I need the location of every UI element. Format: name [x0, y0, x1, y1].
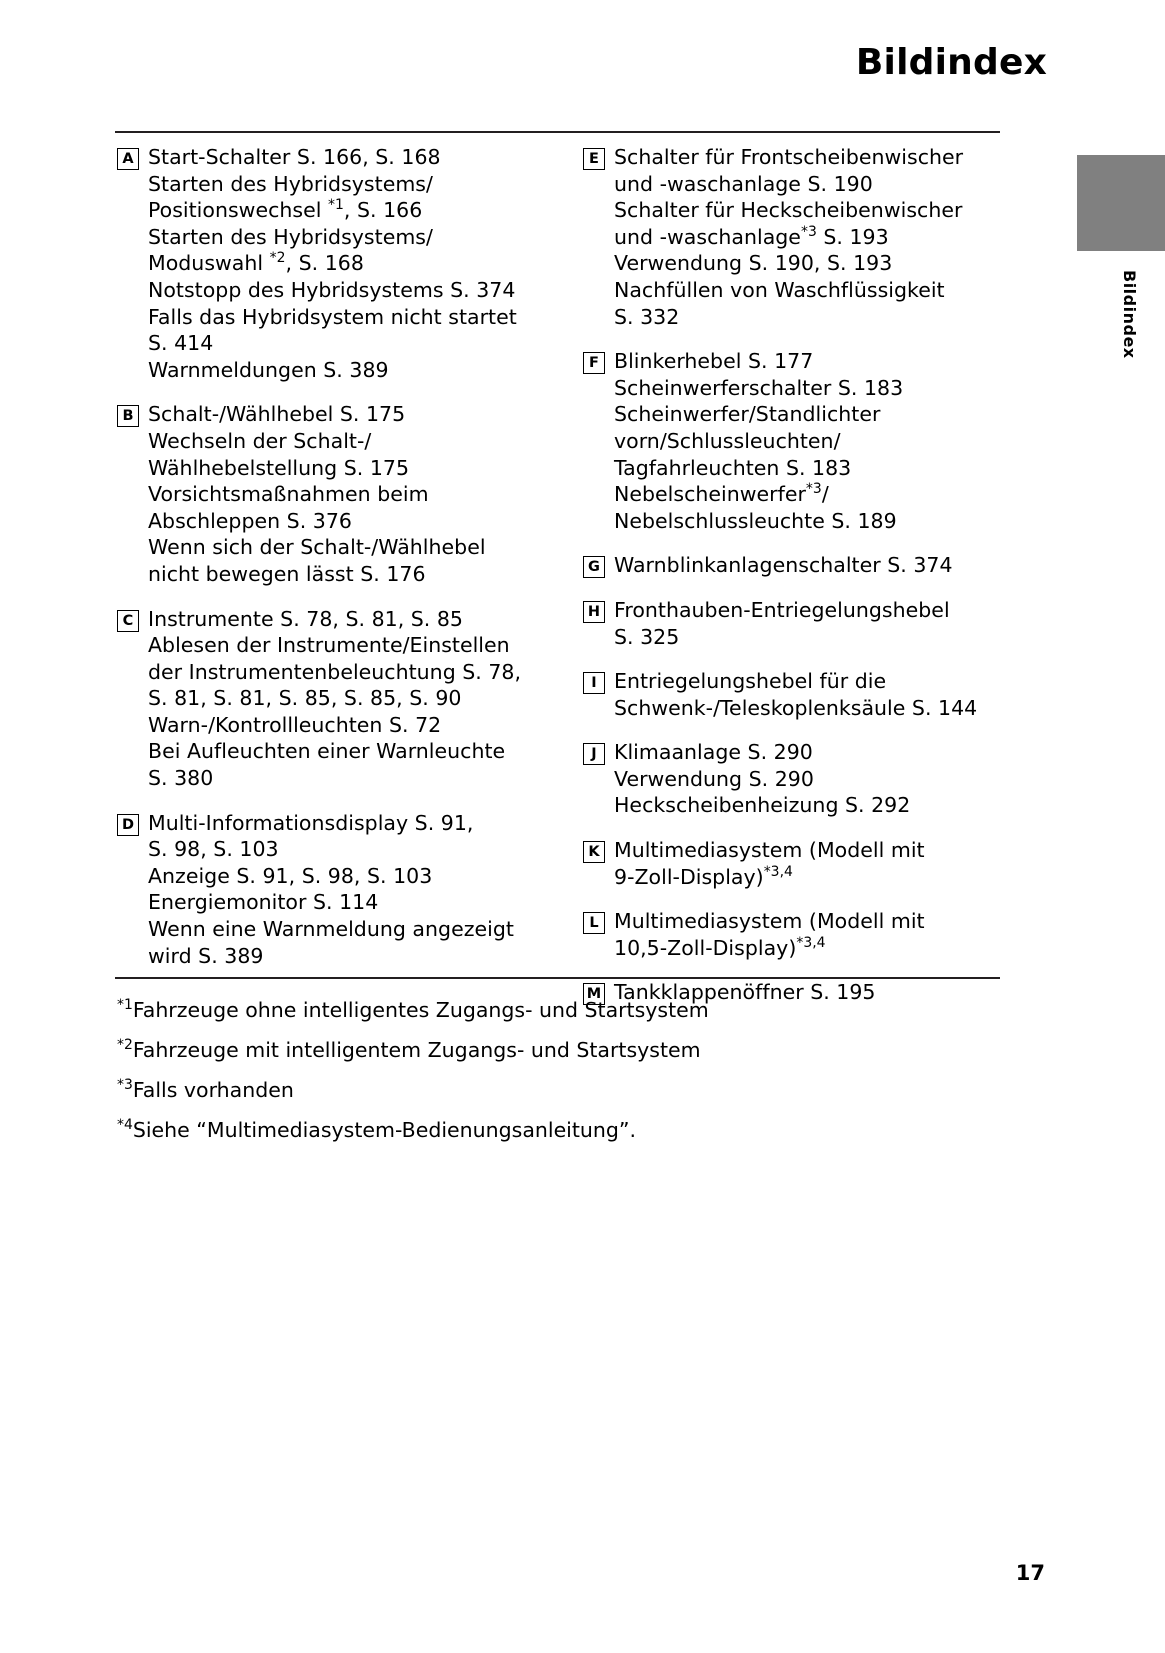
- entry-line: S. 380: [148, 766, 214, 791]
- entry-line: S. 81, S. 81, S. 85, S. 85, S. 90: [148, 686, 462, 711]
- entry-line: Falls das Hybridsystem nicht startet: [148, 304, 517, 329]
- entry-line: Nebelscheinwerfer$^{*3}$/: [614, 481, 829, 507]
- side-tab-marker: [1077, 155, 1165, 251]
- entry-line: Scheinwerferschalter S. 183: [614, 375, 904, 400]
- footnote: $^{*4}$Siehe “Multimediasystem-Bedienungsanleitung”.: [117, 1117, 637, 1142]
- entry-text: [614, 552, 953, 579]
- entry-marker-g: G: [583, 556, 605, 578]
- entry-line: Moduswahl $^{*2}$, S. 168: [148, 250, 364, 276]
- entry-text: [148, 606, 521, 792]
- index-entry: [583, 837, 1003, 890]
- entry-line: nicht bewegen lässt S. 176: [148, 561, 426, 586]
- entry-line: Multimediasystem (Modell mit: [614, 838, 925, 863]
- entry-line: wird S. 389: [148, 943, 264, 968]
- entry-line: Vorsichtsmaßnahmen beim: [148, 482, 429, 507]
- index-column-left: [117, 144, 537, 969]
- entry-line: Schalter für Heckscheibenwischer: [614, 198, 963, 223]
- entry-line: Ablesen der Instrumente/Einstellen: [148, 633, 510, 658]
- entry-line: Nebelschlussleuchte S. 189: [614, 508, 897, 533]
- entry-line: Nachfüllen von Waschflüssigkeit: [614, 277, 945, 302]
- index-entry: [583, 908, 1003, 961]
- index-entry: [117, 606, 537, 792]
- footnote: $^{*1}$Fahrzeuge ohne intelligentes Zugangs- und Startsystem: [117, 997, 709, 1022]
- entry-marker-c: C: [117, 610, 139, 632]
- entry-text: [148, 810, 514, 970]
- footnote: $^{*3}$Falls vorhanden: [117, 1077, 294, 1102]
- entry-line: Warn-/Kontrollleuchten S. 72: [148, 712, 442, 737]
- entry-line: Warnmeldungen S. 389: [148, 357, 389, 382]
- entry-line: und -waschanlage$^{*3}$ S. 193: [614, 223, 889, 249]
- index-entry: [117, 810, 537, 970]
- entry-text: [148, 401, 486, 587]
- entry-line: Schalt-/Wählhebel S. 175: [148, 402, 406, 427]
- index-entry: [117, 144, 537, 383]
- entry-line: Wenn sich der Schalt-/Wählhebel: [148, 535, 486, 560]
- entry-line: Schwenk-/Teleskoplenksäule S. 144: [614, 695, 978, 720]
- entry-line: Blinkerhebel S. 177: [614, 349, 814, 374]
- entry-line: Instrumente S. 78, S. 81, S. 85: [148, 606, 463, 631]
- entry-line: Klimaanlage S. 290: [614, 740, 813, 765]
- index-column-right: [583, 144, 1003, 1006]
- entry-line: S. 325: [614, 624, 680, 649]
- entry-line: Scheinwerfer/Standlichter: [614, 402, 881, 427]
- entry-line: Wenn eine Warnmeldung angezeigt: [148, 917, 514, 942]
- divider-top: [115, 131, 1000, 133]
- entry-marker-e: E: [583, 148, 605, 170]
- entry-marker-i: I: [583, 672, 605, 694]
- entry-text: [614, 144, 963, 330]
- entry-line: Multi-Informationsdisplay S. 91,: [148, 810, 474, 835]
- entry-marker-b: B: [117, 405, 139, 427]
- entry-line: Schalter für Frontscheibenwischer: [614, 145, 964, 169]
- entry-marker-f: F: [583, 352, 605, 374]
- index-entry: [583, 739, 1003, 819]
- side-tab-label: Bildindex: [1120, 270, 1139, 359]
- entry-marker-d: D: [117, 814, 139, 836]
- entry-line: S. 414: [148, 331, 214, 356]
- entry-line: Tagfahrleuchten S. 183: [614, 455, 852, 480]
- page-number: 17: [1015, 1561, 1045, 1585]
- entry-line: 10,5-Zoll-Display)$^{*3,4}$: [614, 935, 826, 960]
- index-entry: [583, 144, 1003, 330]
- index-entry: [583, 552, 1003, 579]
- entry-line: Notstopp des Hybridsystems S. 374: [148, 277, 516, 302]
- entry-line: Starten des Hybridsystems/: [148, 224, 433, 249]
- entry-text: [148, 144, 517, 383]
- entry-line: und -waschanlage S. 190: [614, 171, 873, 196]
- entry-line: Heckscheibenheizung S. 292: [614, 793, 911, 818]
- entry-marker-k: K: [583, 841, 605, 863]
- entry-text: [614, 597, 950, 650]
- entry-text: [614, 668, 977, 721]
- entry-line: Fronthauben-Entriegelungshebel: [614, 597, 950, 622]
- entry-marker-h: H: [583, 601, 605, 623]
- page-title: Bildindex: [855, 42, 1047, 83]
- entry-line: Warnblinkanlagenschalter S. 374: [614, 553, 953, 578]
- entry-text: [614, 908, 925, 961]
- entry-marker-m: M: [583, 983, 605, 1005]
- entry-line: Wechseln der Schalt-/: [148, 428, 372, 453]
- index-entry: [583, 668, 1003, 721]
- entry-marker-j: J: [583, 743, 605, 765]
- entry-line: Verwendung S. 290: [614, 766, 814, 791]
- entry-line: 9-Zoll-Display)$^{*3,4}$: [614, 863, 793, 889]
- entry-line: S. 332: [614, 304, 680, 329]
- entry-line: Energiemonitor S. 114: [148, 890, 379, 915]
- entry-marker-l: L: [583, 912, 605, 934]
- entry-text: [614, 739, 910, 819]
- entry-line: Bei Aufleuchten einer Warnleuchte: [148, 739, 506, 764]
- footnote: $^{*2}$Fahrzeuge mit intelligentem Zugangs- und Startsystem: [117, 1037, 701, 1062]
- entry-line: Tankklappenöffner S. 195: [614, 980, 876, 1005]
- entry-line: Positionswechsel $^{*1}$, S. 166: [148, 197, 423, 223]
- entry-line: Anzeige S. 91, S. 98, S. 103: [148, 863, 433, 888]
- index-entry: [117, 401, 537, 587]
- entry-line: Start-Schalter S. 166, S. 168: [148, 145, 441, 169]
- index-entry: [583, 348, 1003, 534]
- entry-line: Wählhebelstellung S. 175: [148, 455, 410, 480]
- entry-text: [614, 348, 903, 534]
- entry-text: [614, 837, 925, 890]
- footnote-list: [117, 997, 977, 1157]
- entry-line: Verwendung S. 190, S. 193: [614, 251, 893, 276]
- entry-line: Entriegelungshebel für die: [614, 669, 887, 694]
- entry-line: vorn/Schlussleuchten/: [614, 428, 841, 453]
- index-entry: [583, 597, 1003, 650]
- entry-line: Multimediasystem (Modell mit: [614, 909, 925, 934]
- entry-marker-a: A: [117, 148, 139, 170]
- entry-line: Abschleppen S. 376: [148, 508, 352, 533]
- entry-line: der Instrumentenbeleuchtung S. 78,: [148, 659, 522, 684]
- entry-line: S. 98, S. 103: [148, 837, 279, 862]
- entry-line: Starten des Hybridsystems/: [148, 171, 433, 196]
